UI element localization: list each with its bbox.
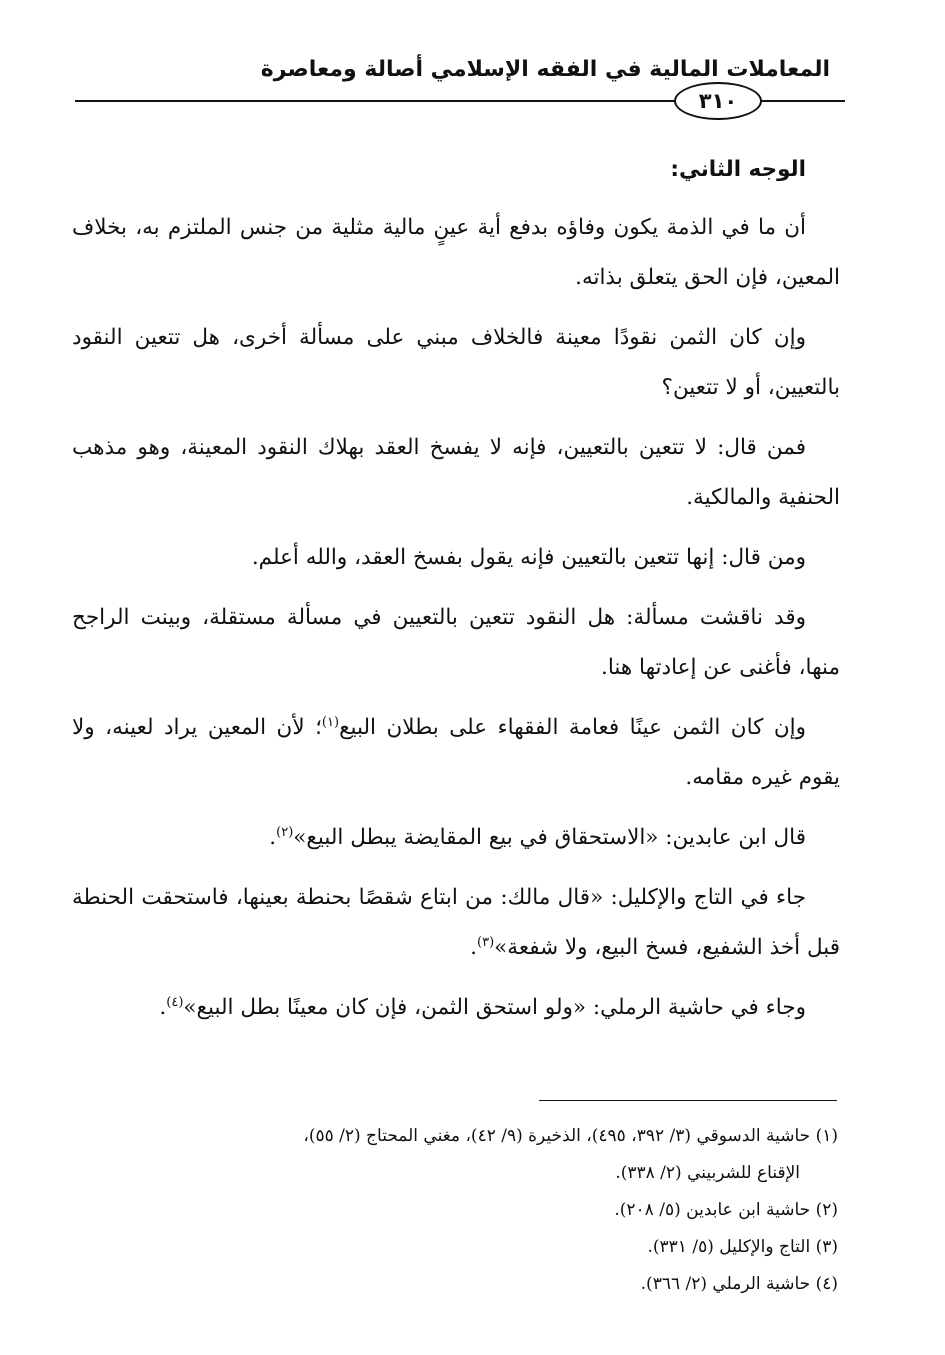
quotation-end: . [269, 825, 277, 850]
paragraph-text: وإن كان الثمن عينًا فعامة الفقهاء على بطلان البيع [339, 715, 806, 740]
paragraph: وإن كان الثمن نقودًا معينة فالخلاف مبني على مسألة أخرى، هل تتعين النقود بالتعيين، أو لا تتعين؟ [72, 325, 840, 400]
quotation-text: جاء في التاج والإكليل: «قال مالك: من ابتاع شقصًا بحنطة بعينها، فاستحقت الحنطة قبل أخذ الشفيع، فسخ البيع، ولا شفعة» [72, 885, 840, 960]
paragraph-text: ؛ لأن المعين يراد لعينه، ولا يقوم غيره مقامه. [72, 715, 840, 790]
quotation-text: قال ابن عابدين: «الاستحقاق في بيع المقايضة يبطل البيع» [293, 825, 806, 850]
paragraph [72, 703, 840, 803]
footnote-text: (١) حاشية الدسوقي (٣/ ٣٩٢، ٤٩٥)، الذخيرة (٩/ ٤٢)، مغني المحتاج (٢/ ٥٥)، [303, 1126, 838, 1146]
quotation [72, 983, 840, 1033]
footnotes [72, 1118, 840, 1303]
page-number: ٣١٠ [674, 82, 762, 120]
quotation-end: . [159, 995, 167, 1020]
running-header-title: المعاملات المالية في الفقه الإسلامي أصالة ومعاصرة [260, 57, 830, 82]
footnote-text: الإقناع للشربيني (٢/ ٣٣٨). [615, 1163, 800, 1183]
section-heading: الوجه الثاني: [670, 157, 806, 182]
quotation [72, 813, 840, 863]
quotation-end: . [470, 935, 477, 960]
footnote-ref[interactable]: (١) [321, 714, 340, 730]
paragraph: ومن قال: إنها تتعين بالتعيين فإنه يقول بفسخ العقد، والله أعلم. [251, 545, 806, 570]
footnote-ref[interactable]: (٣) [477, 934, 495, 950]
quotation-text: وجاء في حاشية الرملي: «ولو استحق الثمن، فإن كان معينًا بطل البيع» [183, 995, 806, 1020]
footnote-ref[interactable]: (٢) [276, 824, 294, 840]
quotation [72, 873, 840, 973]
footnote-separator [539, 1100, 837, 1101]
paragraph: وقد ناقشت مسألة: هل النقود تتعين بالتعيين في مسألة مستقلة، وبينت الراجح منها، فأغنى عن إعادتها هنا. [72, 605, 840, 680]
footnote: (٣) التاج والإكليل (٥/ ٣٣١). [647, 1237, 838, 1257]
footnote [72, 1118, 840, 1192]
footnote: (٢) حاشية ابن عابدين (٥/ ٢٠٨). [614, 1200, 838, 1220]
footnote-ref[interactable]: (٤) [166, 994, 184, 1010]
paragraph: أن ما في الذمة يكون وفاؤه بدفع أية عينٍ مالية مثلية من جنس الملتزم به، بخلاف المعين، فإن الحق يتعلق بذاته. [72, 215, 840, 290]
main-text [72, 145, 840, 1043]
footnote: (٤) حاشية الرملي (٢/ ٣٦٦). [640, 1274, 838, 1294]
paragraph: فمن قال: لا تتعين بالتعيين، فإنه لا يفسخ العقد بهلاك النقود المعينة، وهو مذهب الحنفية والمالكية. [72, 435, 840, 510]
